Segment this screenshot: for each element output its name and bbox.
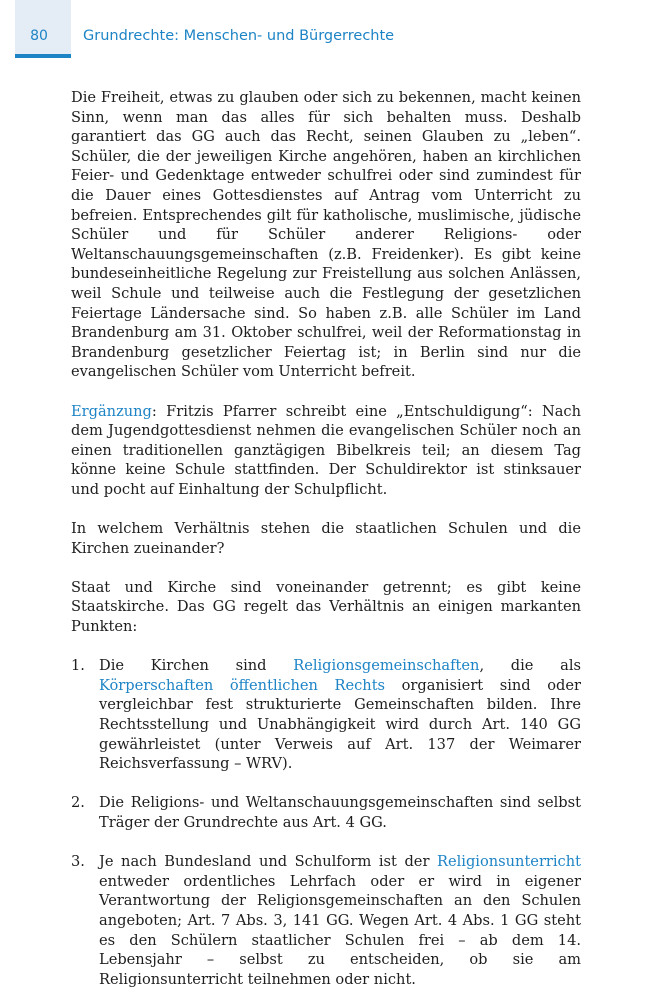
keyword-koerperschaften: Körperschaften öffentlichen Rechts: [99, 676, 386, 694]
list-item-text: entweder ordentliches Lehrfach oder er wird in eigener Verantwortung der Religionsgemeinschaften an den Schulen angeboten; Art. 7 Abs. 3, 141 GG. Wegen Art. 4 Abs. 1 GG steht es den Schülern staatlicher Schulen frei – ab dem 14. Lebensjahr – selbst zu entscheiden, ob sie am Religionsunterricht teilnehmen oder nicht.: [99, 872, 581, 988]
list-item: [71, 852, 581, 989]
keyword-religionsunterricht: Religionsunterricht: [437, 853, 581, 871]
list-item-number: 3.: [71, 853, 85, 871]
list-item-number: 2.: [71, 794, 85, 812]
list-item-number: 1.: [71, 657, 85, 675]
numbered-list: [71, 656, 581, 989]
ergaenzung-text: : Fritzis Pfarrer schreibt eine „Entschuldigung“: Nach dem Jugendgottesdienst nehmen die evangelischen Schüler noch an einen traditionellen ganztägigen Bibelkreis teil; an diesem Tag könne keine Schule stattfinden. Der Schuldirektor ist stinksauer und pocht auf Einhaltung der Schulpflicht.: [71, 402, 581, 498]
ergaenzung-paragraph: [71, 402, 581, 500]
list-item-text: , die als: [479, 657, 582, 675]
answer-intro: Staat und Kirche sind voneinander getrennt; es gibt keine Staatskirche. Das GG regelt das Verhältnis an einigen markanten Punkten:: [71, 578, 581, 636]
list-item-text: organisiert sind oder vergleichbar fest strukturierte Gemeinschaften bilden. Ihre Rechtsstellung und Unabhängigkeit wird durch Art. 140 GG gewährleistet (unter Verweis auf Art. 137 der Weimarer Reichsverfassung – WRV).: [99, 676, 581, 773]
keyword-religionsgemeinschaften: Religionsgemeinschaften: [293, 657, 480, 675]
list-item-text: Je nach Bundesland und Schulform ist der: [99, 853, 437, 871]
list-item: [71, 656, 581, 774]
page-number: 80: [30, 28, 48, 44]
question-paragraph: In welchem Verhältnis stehen die staatlichen Schulen und die Kirchen zueinander?: [71, 520, 581, 557]
page-body: [71, 88, 581, 989]
ergaenzung-label: Ergänzung: [71, 402, 152, 420]
list-item: [71, 793, 581, 832]
page-header: [0, 0, 650, 80]
page-number-tab: [15, 0, 71, 58]
body-paragraph: Die Freiheit, etwas zu glauben oder sich zu bekennen, macht keinen Sinn, wenn man das alles für sich behalten muss. Deshalb garantiert das GG auch das Recht, seinen Glauben zu „leben“. Schüler, die der jeweiligen Kirche angehören, haben an kirchlichen Feier- und Gedenktage entweder schulfrei oder sind zumindest für die Dauer eines Gottesdienstes auf Antrag vom Unterricht zu befreien. Entsprechendes gilt für katholische, muslimische, jüdische Schüler und für Schüler anderer Religions- oder Weltanschauungsgemeinschaften (z.B. Freidenker). Es gibt keine bundeseinheitliche Regelung zur Freistellung aus solchen Anlässen, weil Schule und teilweise auch die Festlegung der gesetzlichen Feiertage Ländersache sind. So haben z.B. alle Schüler im Land Brandenburg am 31. Oktober schulfrei, weil der Reformationstag in Brandenburg gesetzlicher Feiertag ist; in Berlin sind nur die evangelischen Schüler vom Unterricht befreit.: [71, 89, 581, 381]
list-item-text: Die Religions- und Weltanschauungsgemeinschaften sind selbst Träger der Grundrechte aus Art. 4 GG.: [99, 794, 581, 831]
list-item-text: Die Kirchen sind: [99, 657, 294, 675]
running-title: Grundrechte: Menschen- und Bürgerrechte: [83, 28, 395, 44]
